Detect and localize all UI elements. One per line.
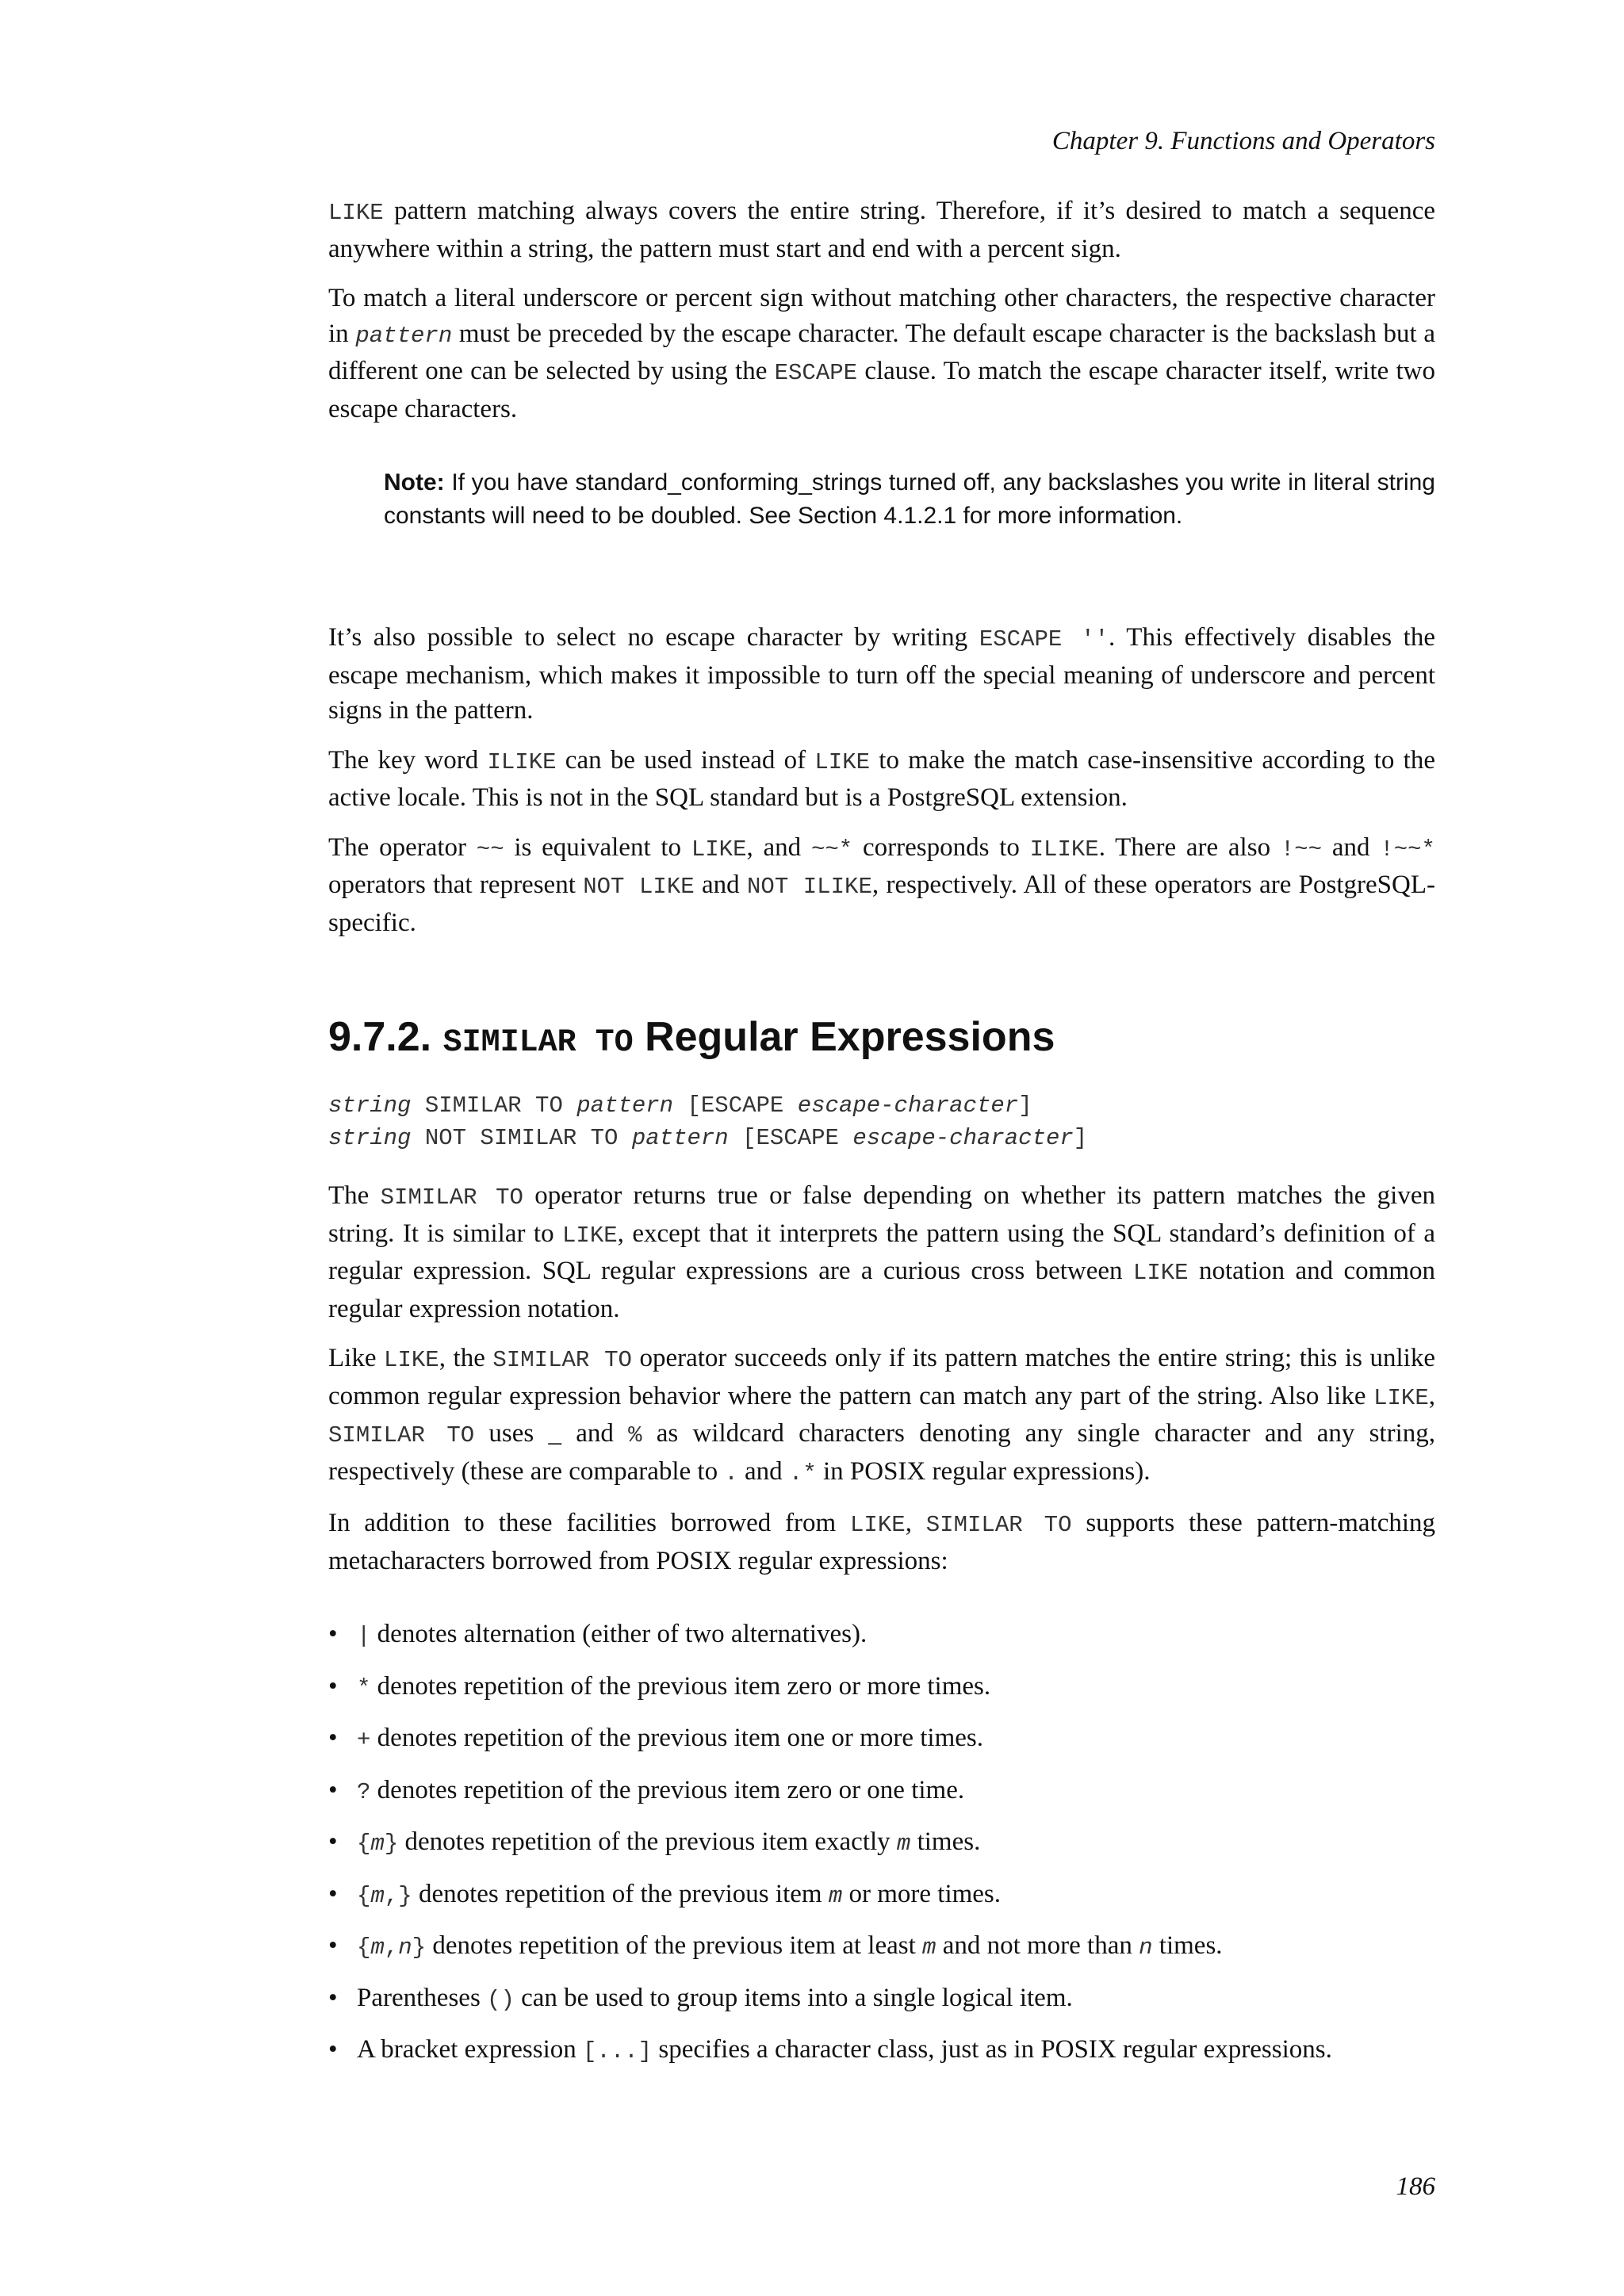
synopsis-kw: SIMILAR TO [411, 1093, 577, 1119]
code: ILIKE [1029, 836, 1099, 863]
text: denotes alternation (either of two alternatives). [370, 1620, 868, 1648]
metacharacter-list [328, 1617, 1435, 2070]
list-item [328, 1877, 1435, 1915]
note-box [384, 466, 1435, 533]
code: [...] [583, 2038, 653, 2064]
paragraph-no-escape [328, 620, 1435, 729]
list-item [328, 1928, 1435, 1966]
text: , the [439, 1344, 493, 1372]
list-item [328, 1824, 1435, 1862]
page-number: 186 [1396, 2172, 1435, 2201]
code: * [357, 1674, 371, 1701]
code: ~~ [476, 836, 504, 863]
text: supports these pattern-matching metacharacters borrowed from POSIX regular expressions: [328, 1509, 1436, 1575]
note-text: If you have standard_conforming_strings turned off, any backslashes you write in literal string constants will need to be doubled. See Section 4.1.2.1 for more information. [384, 469, 1435, 529]
text: must be preceded by the escape character. The default escape character is the backslash but a different one can be selected by using the [328, 319, 1435, 385]
text: denotes repetition of the previous item zero or one time. [370, 1775, 965, 1804]
code: ? [357, 1778, 371, 1805]
text: To match a literal underscore or percent sign without matching other characters, the respective character in [328, 284, 1435, 348]
synopsis-kw: [ESCAPE [673, 1093, 798, 1119]
text: corresponds to [852, 832, 1030, 862]
paragraph-metacharacters [328, 1506, 1435, 1578]
text: can be used instead of [556, 745, 815, 775]
synopsis-kw: ] [1073, 1125, 1088, 1151]
text: , and [746, 832, 811, 862]
text: notation and common regular expression notation. [328, 1257, 1435, 1323]
code-var: m [370, 1882, 385, 1909]
text: denotes repetition of the previous item at least [426, 1931, 923, 1960]
code: } [412, 1934, 427, 1961]
code-like: LIKE [328, 200, 384, 226]
code: SIMILAR TO [925, 1512, 1072, 1538]
text: and [694, 871, 747, 899]
code-var: m [828, 1882, 843, 1909]
text: A bracket expression [357, 2035, 583, 2064]
text: uses _ and [474, 1419, 629, 1448]
text: The key word [328, 745, 488, 775]
text: specifies a character class, just as in POSIX regular expressions. [652, 2035, 1332, 2064]
text: to make the match case-insensitive according to the active locale. This is not in the SQL standard but is a PostgreSQL extension. [328, 745, 1435, 812]
text: or more times. [842, 1879, 1002, 1908]
text: denotes repetition of the previous item [412, 1879, 829, 1908]
code-like: LIKE [814, 748, 871, 775]
text: in POSIX regular expressions). [816, 1456, 1151, 1486]
code: NOT ILIKE [746, 874, 872, 900]
paragraph-like-entire-string [328, 193, 1435, 266]
text: denotes repetition of the previous item zero or more times. [370, 1671, 991, 1701]
code-pattern: pattern [355, 322, 453, 349]
running-header: Chapter 9. Functions and Operators [1051, 127, 1435, 155]
paragraph-similar-to [328, 1178, 1435, 1326]
paragraph-ilike [328, 743, 1435, 816]
code: SIMILAR TO [328, 1422, 475, 1448]
text: pattern matching always covers the entire string. Therefore, if it’s desired to match a sequence anywhere within a string, the pattern must start and end with a percent sign. [328, 197, 1435, 263]
list-item [328, 1617, 1435, 1655]
code: % [628, 1422, 642, 1448]
code: { [357, 1831, 371, 1857]
code-var: m [370, 1831, 385, 1857]
code: { [357, 1882, 371, 1909]
text: operators that represent [328, 871, 584, 899]
paragraph-similar-to-wildcards [328, 1341, 1435, 1491]
text: In addition to these facilities borrowed from [328, 1509, 850, 1537]
code-var: n [1139, 1934, 1153, 1961]
list-item [328, 1980, 1435, 2019]
text: denotes repetition of the previous item exactly [398, 1827, 897, 1856]
code-var: n [398, 1934, 412, 1961]
synopsis-kw: NOT SIMILAR TO [411, 1125, 632, 1151]
text: The [328, 1181, 381, 1210]
code: + [357, 1727, 371, 1753]
code: { [357, 1934, 371, 1961]
code: SIMILAR TO [380, 1184, 523, 1211]
code-escape-empty: ESCAPE '' [979, 626, 1109, 652]
list-item [328, 2032, 1435, 2070]
text: operator returns true or false depending on whether its pattern matches the given string. It is similar to [328, 1181, 1435, 1248]
text: and [1322, 832, 1381, 862]
synopsis-arg: escape-character [797, 1093, 1019, 1119]
list-item [328, 1773, 1435, 1811]
synopsis-block [328, 1089, 1435, 1154]
text: , [1428, 1381, 1435, 1410]
code: !~~* [1380, 836, 1435, 863]
text: , respectively. All of these operators are PostgreSQL-specific. [328, 871, 1436, 937]
page-body [328, 193, 1435, 2084]
code: LIKE [1132, 1260, 1189, 1286]
code: !~~ [1280, 836, 1323, 863]
code: LIKE [561, 1222, 618, 1249]
code: LIKE [850, 1512, 906, 1538]
synopsis-arg: string [328, 1125, 412, 1151]
text: operator succeeds only if its pattern matches the entire string; this is unlike common regular expression behavior where the pattern can match any part of the string. Also like [328, 1344, 1435, 1410]
code: .* [788, 1460, 817, 1487]
text: clause. To match the escape character itself, write two escape characters. [328, 357, 1435, 423]
paragraph-operators [328, 830, 1435, 941]
code: . [724, 1460, 738, 1487]
list-item [328, 1720, 1435, 1758]
code-var: m [896, 1831, 911, 1857]
text: , except that it interprets the pattern using the SQL standard’s definition of a regular expression. SQL regular expressions are a curious cross between [328, 1219, 1435, 1285]
text: can be used to group items into a single logical item. [514, 1983, 1073, 2012]
text: . There are also [1098, 832, 1281, 862]
text: Like [328, 1344, 385, 1372]
text: as wildcard characters denoting any single character and any string, respectively (these are comparable to [328, 1419, 1436, 1486]
text: and [737, 1456, 789, 1486]
synopsis-kw: [ESCAPE [728, 1125, 853, 1151]
text: and not more than [936, 1931, 1139, 1960]
text: , [905, 1509, 926, 1537]
code: LIKE [384, 1347, 439, 1373]
code-ilike: ILIKE [487, 748, 557, 775]
code-escape: ESCAPE [774, 360, 858, 386]
text: It’s also possible to select no escape character by writing [328, 623, 979, 652]
section-title: Regular Expressions [645, 1014, 1055, 1060]
code: , [384, 1934, 399, 1961]
code: NOT LIKE [583, 874, 695, 900]
synopsis-arg: escape-character [852, 1125, 1074, 1151]
text: The operator [328, 832, 477, 862]
text: is equivalent to [504, 832, 691, 862]
code: SIMILAR TO [492, 1347, 632, 1373]
note-label: Note: [384, 469, 445, 496]
paragraph-escape-character [328, 281, 1435, 427]
section-heading [328, 1013, 1435, 1067]
text: Parentheses [357, 1983, 488, 2012]
code: } [384, 1831, 399, 1857]
text: times. [910, 1827, 981, 1856]
code-var: m [370, 1934, 385, 1961]
synopsis-arg: pattern [631, 1125, 729, 1151]
code: () [487, 1986, 515, 2013]
text: times. [1152, 1931, 1223, 1960]
code: ,} [384, 1882, 412, 1909]
code: LIKE [691, 836, 747, 863]
text: . This effectively disables the escape mechanism, which makes it impossible to turn off the special meaning of underscore and percent signs in the pattern. [328, 623, 1436, 725]
text: denotes repetition of the previous item one or more times. [370, 1724, 983, 1752]
synopsis-arg: string [328, 1093, 412, 1119]
code: ~~* [810, 836, 853, 863]
list-item [328, 1669, 1435, 1707]
synopsis-arg: pattern [576, 1093, 674, 1119]
code: | [357, 1623, 371, 1649]
code: LIKE [1373, 1384, 1429, 1411]
section-number: 9.7.2. [328, 1014, 432, 1060]
section-code: SIMILAR TO [442, 1025, 634, 1061]
code-var: m [922, 1934, 936, 1961]
synopsis-kw: ] [1018, 1093, 1032, 1119]
